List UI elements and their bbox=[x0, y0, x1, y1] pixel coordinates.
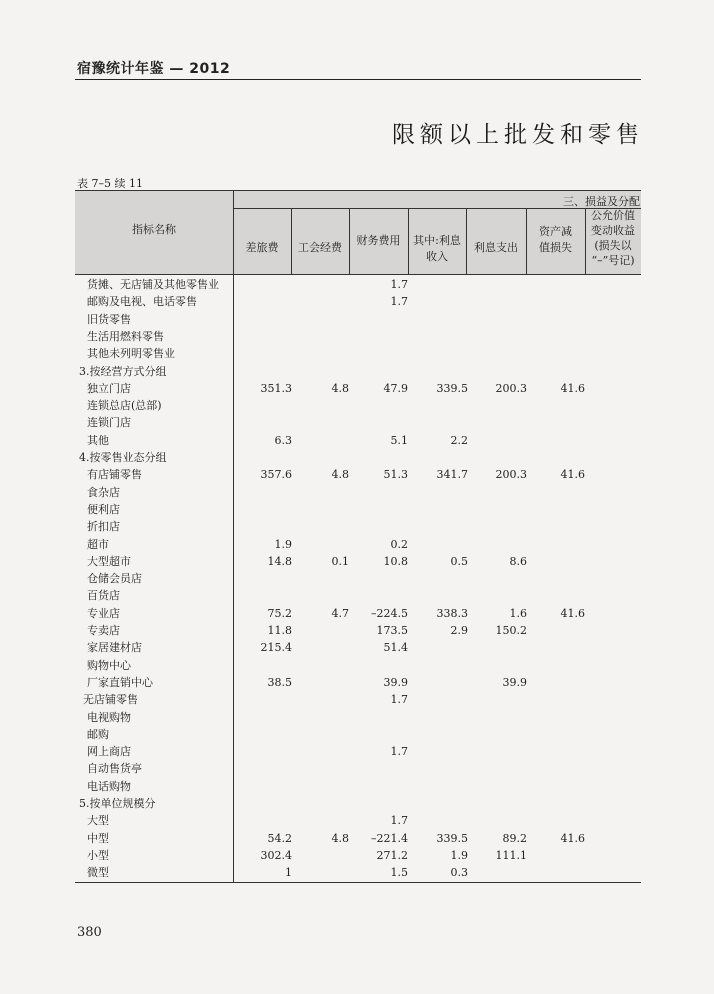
cell-value: 339.5 bbox=[436, 381, 468, 395]
table-row bbox=[75, 345, 641, 362]
header-fair-value-line4: “–”号记) bbox=[591, 254, 635, 267]
header-bottom-rule bbox=[75, 274, 641, 275]
row-label: 其他未列明零售业 bbox=[87, 347, 175, 361]
header-fair-value-line2: 变动收益 bbox=[591, 224, 635, 237]
cell-value: 4.8 bbox=[331, 381, 349, 395]
row-label: 货摊、无店铺及其他零售业 bbox=[87, 278, 219, 291]
cell-value: 1.9 bbox=[274, 537, 292, 551]
cell-value: 200.3 bbox=[495, 468, 527, 482]
table-row bbox=[75, 864, 641, 881]
cell-value: 150.2 bbox=[495, 624, 527, 637]
row-label: 3.按经营方式分组 bbox=[79, 364, 167, 378]
row-label: 折扣店 bbox=[87, 520, 120, 534]
cell-value: 0.2 bbox=[390, 537, 408, 551]
table-row bbox=[75, 363, 641, 380]
table-row bbox=[75, 691, 641, 708]
row-label: 便利店 bbox=[87, 502, 120, 516]
row-label: 网上商店 bbox=[87, 745, 131, 759]
cell-value: 173.5 bbox=[376, 624, 408, 637]
table-row bbox=[75, 536, 641, 553]
row-label: 5.按单位规模分 bbox=[79, 797, 156, 810]
cell-value: 2.2 bbox=[450, 433, 468, 447]
cell-value: 357.6 bbox=[260, 468, 292, 482]
page-number: 380 bbox=[77, 925, 102, 940]
row-label: 微型 bbox=[87, 866, 109, 880]
row-label: 中型 bbox=[87, 831, 109, 845]
header-asset-impairment bbox=[526, 224, 585, 256]
table-row bbox=[75, 639, 641, 656]
table-row bbox=[75, 778, 641, 795]
table-row bbox=[75, 466, 641, 483]
table-row bbox=[75, 311, 641, 328]
table-row bbox=[75, 622, 641, 639]
cell-value: 1.9 bbox=[450, 848, 468, 862]
table-row bbox=[75, 449, 641, 466]
table-row bbox=[75, 432, 641, 449]
table-row bbox=[75, 657, 641, 674]
cell-value: 75.2 bbox=[267, 606, 292, 620]
cell-value: 341.7 bbox=[436, 468, 468, 482]
cell-value: 1.7 bbox=[390, 693, 408, 707]
cell-value: 111.1 bbox=[495, 848, 527, 862]
section-title: 限额以上批发和零售 bbox=[392, 122, 644, 148]
cell-value: 5.1 bbox=[390, 433, 408, 447]
header-travel-expense: 差旅费 bbox=[245, 241, 279, 254]
row-label: 专卖店 bbox=[87, 624, 120, 637]
cell-value: 51.3 bbox=[383, 468, 408, 482]
cell-value: 351.3 bbox=[260, 381, 292, 395]
header-indicator-name: 指标名称 bbox=[132, 223, 176, 236]
cell-value: 4.8 bbox=[331, 468, 349, 482]
cell-value: 39.9 bbox=[383, 675, 408, 689]
cell-value: 51.4 bbox=[383, 641, 408, 655]
table-row bbox=[75, 760, 641, 777]
row-label: 旧货零售 bbox=[87, 312, 131, 326]
table-row bbox=[75, 674, 641, 691]
row-label: 电视购物 bbox=[87, 710, 131, 724]
row-label: 厂家直销中心 bbox=[87, 675, 153, 689]
cell-value: 41.6 bbox=[560, 468, 585, 482]
yearbook-header-title: 宿豫统计年鉴 — 2012 bbox=[77, 61, 231, 77]
cell-value: 14.8 bbox=[267, 554, 292, 568]
table-top-rule bbox=[75, 190, 641, 191]
cell-value: 1.7 bbox=[390, 295, 408, 309]
row-label: 邮购及电视、电话零售 bbox=[87, 295, 197, 309]
header-union-fee: 工会经费 bbox=[298, 241, 342, 254]
row-label: 其他 bbox=[87, 433, 109, 447]
cell-value: 271.2 bbox=[376, 848, 408, 862]
header-rule bbox=[75, 79, 641, 80]
cell-value: 200.3 bbox=[495, 381, 527, 395]
cell-value: 89.2 bbox=[502, 831, 527, 845]
cell-value: 2.9 bbox=[450, 624, 468, 637]
header-asset-impairment-line1: 资产减 bbox=[539, 225, 572, 238]
cell-value: 339.5 bbox=[436, 831, 468, 845]
row-label: 自动售货亭 bbox=[87, 762, 142, 776]
group-label-profit-loss: 三、损益及分配 bbox=[563, 195, 640, 208]
cell-value: 0.5 bbox=[450, 554, 468, 568]
table-row bbox=[75, 328, 641, 345]
row-label: 家居建材店 bbox=[87, 641, 142, 655]
table-row bbox=[75, 293, 641, 310]
cell-value: 6.3 bbox=[274, 433, 292, 447]
cell-value: 4.7 bbox=[331, 606, 349, 620]
header-asset-impairment-line2: 值损失 bbox=[539, 241, 572, 254]
cell-value: 1.7 bbox=[390, 745, 408, 759]
cell-value: –224.5 bbox=[371, 606, 408, 620]
row-label: 连锁总店(总部) bbox=[87, 399, 162, 413]
row-label: 仓储会员店 bbox=[87, 572, 142, 586]
cell-value: 1 bbox=[285, 866, 292, 880]
cell-value: 41.6 bbox=[560, 831, 585, 845]
cell-value: 0.3 bbox=[450, 866, 468, 880]
table-row bbox=[75, 414, 641, 431]
table-row bbox=[75, 553, 641, 570]
cell-value: 1.6 bbox=[509, 606, 527, 620]
cell-value: 215.4 bbox=[260, 641, 292, 655]
cell-value: 54.2 bbox=[267, 831, 292, 845]
row-label: 大型超市 bbox=[87, 554, 131, 568]
row-label: 电话购物 bbox=[87, 779, 131, 793]
table-row bbox=[75, 795, 641, 812]
table-row bbox=[75, 484, 641, 501]
table-row bbox=[75, 605, 641, 622]
cell-value: 41.6 bbox=[560, 606, 585, 620]
row-label: 食杂店 bbox=[87, 485, 120, 499]
row-label: 百货店 bbox=[87, 589, 120, 603]
row-label: 超市 bbox=[87, 537, 109, 551]
row-label: 4.按零售业态分组 bbox=[79, 451, 167, 464]
header-fair-value-line1: 公允价值 bbox=[591, 209, 635, 222]
table-row bbox=[75, 380, 641, 397]
row-label: 邮购 bbox=[87, 727, 109, 741]
cell-value: 39.9 bbox=[502, 675, 527, 689]
table-row bbox=[75, 570, 641, 587]
cell-value: 0.1 bbox=[331, 554, 349, 568]
row-label: 专业店 bbox=[87, 606, 120, 620]
table-row bbox=[75, 812, 641, 829]
cell-value: 8.6 bbox=[509, 554, 527, 568]
header-finance-cost: 财务费用 bbox=[356, 234, 401, 247]
cell-value: 11.8 bbox=[267, 624, 292, 637]
header-interest-income bbox=[408, 233, 466, 265]
cell-value: 302.4 bbox=[260, 848, 292, 862]
row-label: 生活用燃料零售 bbox=[87, 329, 164, 343]
row-label: 连锁门店 bbox=[87, 416, 131, 430]
cell-value: 1.5 bbox=[390, 866, 408, 880]
table-row bbox=[75, 587, 641, 604]
header-fair-value-change bbox=[585, 208, 641, 268]
table-row bbox=[75, 397, 641, 414]
table-row bbox=[75, 847, 641, 864]
header-fair-value-line3: (损失以 bbox=[594, 239, 632, 252]
table-row bbox=[75, 743, 641, 760]
cell-value: 4.8 bbox=[331, 831, 349, 845]
table-bottom-rule bbox=[75, 882, 641, 883]
header-interest-income-line2: 收入 bbox=[426, 250, 448, 263]
cell-value: 38.5 bbox=[267, 675, 292, 689]
cell-value: 1.7 bbox=[390, 278, 408, 291]
table-caption: 表 7–5 续 11 bbox=[77, 177, 143, 190]
row-label: 小型 bbox=[87, 848, 109, 862]
row-label: 购物中心 bbox=[87, 658, 131, 672]
cell-value: 338.3 bbox=[436, 606, 468, 620]
row-label: 独立门店 bbox=[87, 381, 131, 395]
table-row bbox=[75, 709, 641, 726]
table-row bbox=[75, 726, 641, 743]
header-interest-expense: 利息支出 bbox=[474, 241, 518, 254]
table-row bbox=[75, 830, 641, 847]
row-label: 有店铺零售 bbox=[87, 468, 142, 482]
table-row bbox=[75, 276, 641, 293]
cell-value: –221.4 bbox=[371, 831, 408, 845]
header-interest-income-line1: 其中:利息 bbox=[413, 234, 461, 247]
row-label: 无店铺零售 bbox=[83, 693, 138, 707]
table-row bbox=[75, 501, 641, 518]
cell-value: 10.8 bbox=[383, 554, 408, 568]
row-label: 大型 bbox=[87, 814, 109, 828]
cell-value: 1.7 bbox=[390, 814, 408, 828]
cell-value: 47.9 bbox=[383, 381, 408, 395]
table-row bbox=[75, 518, 641, 535]
cell-value: 41.6 bbox=[560, 381, 585, 395]
